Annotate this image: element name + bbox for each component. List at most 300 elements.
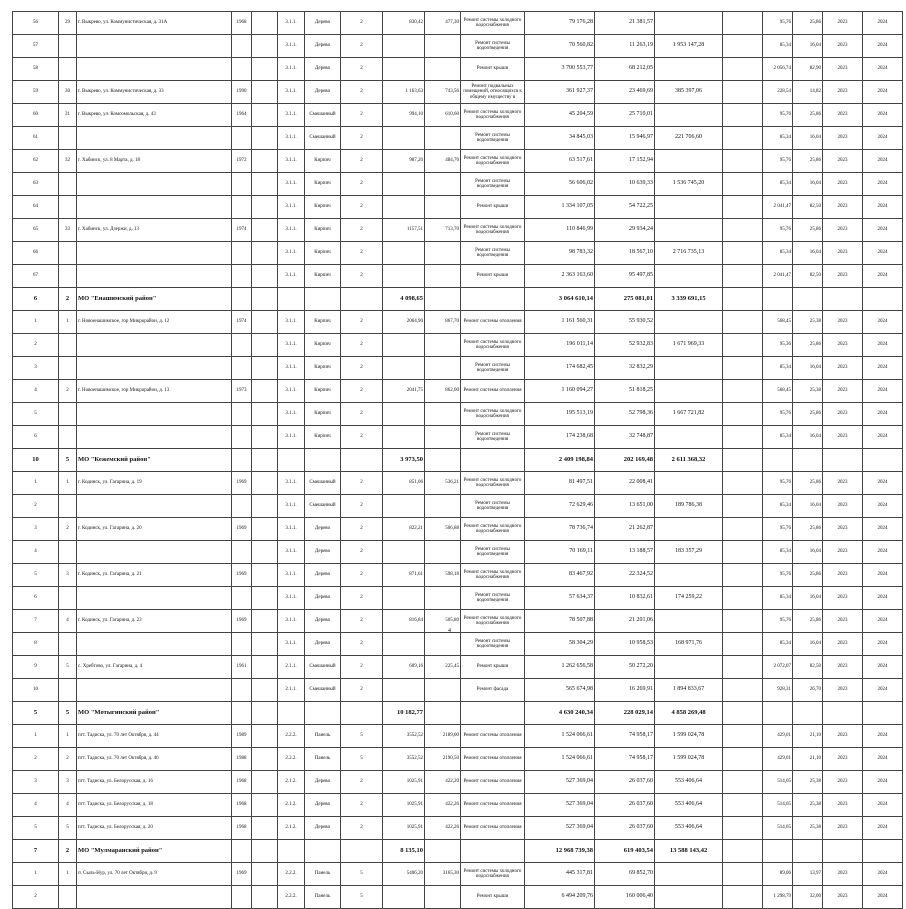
cell-wall-material: [305, 840, 341, 863]
cell-address: г. Кодинск, ул. Гагарина, д. 23: [77, 610, 232, 633]
table-row: [13, 196, 903, 219]
cell-unit-construction-control: 25,86: [793, 518, 823, 541]
cell-note: [723, 403, 763, 426]
cell-total-cost: [655, 863, 723, 886]
cell-cost-fund: 2 409 198,84: [525, 449, 595, 472]
cell-living-area: 867,70: [425, 311, 461, 334]
cell-cost-construction-control: 51 818,25: [595, 380, 655, 403]
cell-row-number: 6: [13, 426, 59, 449]
cell-total-cost: 553 406,64: [655, 817, 723, 840]
cell-start-year: 2023: [823, 219, 863, 242]
cell-unit-construction-control: 21,10: [793, 748, 823, 771]
cell-start-year: 2023: [823, 495, 863, 518]
cell-year-reconstructed: [252, 472, 278, 495]
cell-total-cost: 553 406,64: [655, 771, 723, 794]
table-row: [13, 357, 903, 380]
cell-unit-construction-control: 16,04: [793, 242, 823, 265]
cell-work-type: Ремонт системы водоотведения: [461, 357, 525, 380]
cell-total-area: [383, 679, 425, 702]
cell-row-number: 7: [13, 840, 59, 863]
cell-address: [77, 426, 232, 449]
cell-total-area: 830,42: [383, 12, 425, 35]
cell-total-cost: 1 599 024,78: [655, 725, 723, 748]
cell-address: пгт. Тадиска, ул. Белорусская, д. 20: [77, 817, 232, 840]
cell-end-year: 2024: [863, 219, 903, 242]
cell-row-number: 2: [13, 334, 59, 357]
cell-note: [723, 794, 763, 817]
cell-living-area: 743,56: [425, 81, 461, 104]
cell-unit-cost: [763, 702, 793, 725]
cell-cost-construction-control: 23 469,69: [595, 81, 655, 104]
cell-living-area: [425, 449, 461, 472]
cell-row-number: 2: [13, 886, 59, 909]
cell-total-cost: 1 671 969,33: [655, 334, 723, 357]
cell-unit-construction-control: 25,86: [793, 472, 823, 495]
cell-building-type: 3.1.1.: [278, 242, 305, 265]
cell-unit-construction-control: 25,38: [793, 794, 823, 817]
cell-living-area: [425, 35, 461, 58]
cell-living-area: [425, 196, 461, 219]
table-row: [13, 794, 903, 817]
cell-cost-construction-control: 26 037,60: [595, 771, 655, 794]
cell-building-type: 3.1.1.: [278, 472, 305, 495]
cell-house-number: 2: [59, 748, 77, 771]
cell-wall-material: Дерево: [305, 58, 341, 81]
cell-total-cost: [655, 564, 723, 587]
cell-year-reconstructed: [252, 81, 278, 104]
cell-end-year: 2024: [863, 748, 903, 771]
cell-unit-construction-control: 25,86: [793, 219, 823, 242]
cell-total-cost: [655, 656, 723, 679]
cell-start-year: 2023: [823, 127, 863, 150]
cell-work-type: Ремонт системы холодного водоснабжения: [461, 610, 525, 633]
cell-unit-construction-control: 16,04: [793, 587, 823, 610]
table-row: [13, 725, 903, 748]
cell-total-cost: [655, 150, 723, 173]
cell-total-cost: 1 536 745,20: [655, 173, 723, 196]
cell-unit-construction-control: [793, 449, 823, 472]
cell-year-reconstructed: [252, 771, 278, 794]
cell-house-number: [59, 587, 77, 610]
cell-end-year: 2024: [863, 725, 903, 748]
cell-cost-construction-control: 54 722,25: [595, 196, 655, 219]
cell-total-cost: 1 894 833,67: [655, 679, 723, 702]
cell-unit-construction-control: 14,82: [793, 81, 823, 104]
cell-living-area: [425, 242, 461, 265]
cell-start-year: 2023: [823, 863, 863, 886]
cell-address: пгт. Тадиска, ул. Белорусская, д. 18: [77, 794, 232, 817]
cell-wall-material: Дерево: [305, 518, 341, 541]
cell-wall-material: Дерево: [305, 564, 341, 587]
cell-work-type: Ремонт системы водоотведения: [461, 426, 525, 449]
district-summary-row: [13, 449, 903, 472]
cell-total-area: 1157,51: [383, 219, 425, 242]
cell-cost-construction-control: 32 748,87: [595, 426, 655, 449]
cell-unit-construction-control: 82,50: [793, 265, 823, 288]
cell-floors: 2: [341, 518, 383, 541]
cell-floors: 2: [341, 242, 383, 265]
cell-house-number: 5: [59, 449, 77, 472]
cell-row-number: 60: [13, 104, 59, 127]
cell-unit-cost: 429,01: [763, 725, 793, 748]
cell-floors: [341, 288, 383, 311]
cell-wall-material: Кирпич: [305, 357, 341, 380]
cell-cost-fund: 527 369,04: [525, 817, 595, 840]
cell-house-number: [59, 403, 77, 426]
cell-living-area: 598,18: [425, 564, 461, 587]
cell-year-reconstructed: [252, 587, 278, 610]
cell-building-type: 3.1.1.: [278, 357, 305, 380]
cell-unit-construction-control: 13,97: [793, 863, 823, 886]
cell-end-year: 2024: [863, 633, 903, 656]
cell-start-year: 2023: [823, 104, 863, 127]
cell-cost-fund: 1 161 560,31: [525, 311, 595, 334]
cell-work-type: Ремонт крыши: [461, 265, 525, 288]
cell-work-type: Ремонт крыши: [461, 656, 525, 679]
cell-work-type: Ремонт системы отопления: [461, 725, 525, 748]
cell-row-number: 3: [13, 357, 59, 380]
cell-end-year: 2024: [863, 817, 903, 840]
cell-building-type: 2.2.2.: [278, 748, 305, 771]
cell-start-year: [823, 449, 863, 472]
cell-address: [77, 886, 232, 909]
cell-living-area: [425, 587, 461, 610]
cell-building-type: 2.2.2.: [278, 863, 305, 886]
cell-year-built: 1968: [232, 12, 252, 35]
cell-total-cost: [655, 472, 723, 495]
cell-row-number: 6: [13, 587, 59, 610]
cell-house-number: [59, 173, 77, 196]
cell-year-reconstructed: [252, 127, 278, 150]
cell-house-number: 2: [59, 518, 77, 541]
cell-total-area: 2064,90: [383, 311, 425, 334]
cell-wall-material: Кирпич: [305, 403, 341, 426]
cell-row-number: 2: [13, 495, 59, 518]
cell-total-area: [383, 127, 425, 150]
cell-house-number: [59, 679, 77, 702]
cell-work-type: Ремонт системы холодного водоснабжения: [461, 564, 525, 587]
cell-year-built: [232, 127, 252, 150]
cell-total-area: [383, 403, 425, 426]
cell-unit-construction-control: 25,38: [793, 380, 823, 403]
cell-total-cost: 183 357,29: [655, 541, 723, 564]
cell-address: г. Хабинск, ул. 8 Марта, д. 18: [77, 150, 232, 173]
cell-year-built: [232, 196, 252, 219]
cell-unit-cost: 95,76: [763, 403, 793, 426]
cell-wall-material: Кирпич: [305, 173, 341, 196]
cell-floors: 2: [341, 587, 383, 610]
cell-wall-material: Панель: [305, 748, 341, 771]
cell-start-year: 2023: [823, 725, 863, 748]
cell-address: [77, 265, 232, 288]
cell-address: [77, 35, 232, 58]
cell-year-built: [232, 702, 252, 725]
cell-unit-construction-control: 16,04: [793, 495, 823, 518]
cell-unit-construction-control: 25,86: [793, 150, 823, 173]
cell-floors: 2: [341, 771, 383, 794]
cell-cost-construction-control: 13 188,57: [595, 541, 655, 564]
cell-cost-fund: 98 783,32: [525, 242, 595, 265]
cell-total-area: 8 135,10: [383, 840, 425, 863]
cell-unit-cost: [763, 449, 793, 472]
cell-cost-construction-control: 202 169,48: [595, 449, 655, 472]
cell-end-year: [863, 702, 903, 725]
cell-total-cost: 3 339 691,15: [655, 288, 723, 311]
cell-house-number: 30: [59, 81, 77, 104]
cell-year-built: [232, 449, 252, 472]
cell-year-built: 1968: [232, 817, 252, 840]
cell-address: пгт. Тадиска, ул. 70 лет Октября, д. 44: [77, 725, 232, 748]
cell-cost-fund: 3 064 610,14: [525, 288, 595, 311]
cell-unit-cost: 514,05: [763, 817, 793, 840]
cell-total-area: 1025,91: [383, 794, 425, 817]
cell-row-number: 10: [13, 449, 59, 472]
cell-note: [723, 426, 763, 449]
cell-address: с. Хребтово, ул. Гагарина, д. 4: [77, 656, 232, 679]
cell-building-type: 3.1.1.: [278, 518, 305, 541]
cell-house-number: [59, 426, 77, 449]
cell-cost-construction-control: 10 832,61: [595, 587, 655, 610]
cell-cost-construction-control: 50 272,20: [595, 656, 655, 679]
cell-wall-material: [305, 449, 341, 472]
cell-year-reconstructed: [252, 219, 278, 242]
cell-floors: 2: [341, 794, 383, 817]
cell-work-type: Ремонт системы холодного водоснабжения: [461, 863, 525, 886]
cell-floors: 2: [341, 12, 383, 35]
cell-year-reconstructed: [252, 564, 278, 587]
cell-end-year: 2024: [863, 495, 903, 518]
cell-building-type: 3.1.1.: [278, 564, 305, 587]
cell-unit-construction-control: [793, 840, 823, 863]
cell-start-year: 2023: [823, 58, 863, 81]
cell-building-type: 2.2.2.: [278, 725, 305, 748]
cell-wall-material: Дерево: [305, 81, 341, 104]
cell-wall-material: Панель: [305, 725, 341, 748]
cell-start-year: 2023: [823, 656, 863, 679]
cell-house-number: [59, 196, 77, 219]
cell-work-type: Ремонт системы водоотведения: [461, 633, 525, 656]
cell-unit-construction-control: 25,86: [793, 564, 823, 587]
cell-start-year: 2023: [823, 150, 863, 173]
cell-house-number: 5: [59, 702, 77, 725]
cell-note: [723, 12, 763, 35]
cell-start-year: 2023: [823, 265, 863, 288]
cell-total-area: 822,21: [383, 518, 425, 541]
cell-year-built: 1969: [232, 610, 252, 633]
cell-unit-cost: [763, 840, 793, 863]
cell-living-area: 536,21: [425, 472, 461, 495]
cell-start-year: 2023: [823, 886, 863, 909]
cell-year-built: 1972: [232, 150, 252, 173]
cell-end-year: 2024: [863, 541, 903, 564]
cell-building-type: 3.1.1.: [278, 81, 305, 104]
table-row: [13, 242, 903, 265]
cell-wall-material: Дерево: [305, 12, 341, 35]
cell-cost-construction-control: 10 639,33: [595, 173, 655, 196]
cell-note: [723, 587, 763, 610]
cell-note: [723, 104, 763, 127]
cell-note: [723, 35, 763, 58]
cell-note: [723, 449, 763, 472]
cell-cost-construction-control: 16 269,91: [595, 679, 655, 702]
cell-year-built: 1974: [232, 311, 252, 334]
cell-total-area: 609,16: [383, 656, 425, 679]
cell-total-area: [383, 495, 425, 518]
cell-start-year: 2023: [823, 380, 863, 403]
table-row: [13, 380, 903, 403]
cell-cost-construction-control: 68 212,05: [595, 58, 655, 81]
cell-start-year: 2023: [823, 771, 863, 794]
cell-work-type: Ремонт системы отопления: [461, 748, 525, 771]
cell-address: г. Кодинск, ул. Гагарина, д. 19: [77, 472, 232, 495]
cell-unit-construction-control: 82,90: [793, 58, 823, 81]
cell-house-number: 1: [59, 311, 77, 334]
cell-work-type: Ремонт крыши: [461, 886, 525, 909]
cell-year-reconstructed: [252, 334, 278, 357]
cell-wall-material: Дерево: [305, 541, 341, 564]
cell-total-area: [383, 886, 425, 909]
cell-year-built: 1961: [232, 656, 252, 679]
cell-address: [77, 334, 232, 357]
cell-building-type: 3.1.1.: [278, 426, 305, 449]
table-row: [13, 656, 903, 679]
cell-building-type: [278, 288, 305, 311]
cell-living-area: [425, 679, 461, 702]
cell-house-number: 33: [59, 219, 77, 242]
table-row: [13, 495, 903, 518]
cell-work-type: Ремонт крыши: [461, 58, 525, 81]
cell-total-cost: [655, 518, 723, 541]
cell-total-area: [383, 196, 425, 219]
cell-floors: 2: [341, 817, 383, 840]
cell-floors: 2: [341, 81, 383, 104]
table-row: [13, 12, 903, 35]
cell-unit-construction-control: 16,04: [793, 127, 823, 150]
district-summary-row: [13, 702, 903, 725]
cell-wall-material: Кирпич: [305, 219, 341, 242]
cell-wall-material: Кирпич: [305, 150, 341, 173]
cell-floors: 2: [341, 127, 383, 150]
cell-total-cost: 4 858 269,48: [655, 702, 723, 725]
cell-unit-construction-control: [793, 288, 823, 311]
cell-note: [723, 357, 763, 380]
register-table: [12, 11, 903, 909]
cell-wall-material: Кирпич: [305, 380, 341, 403]
cell-note: [723, 702, 763, 725]
cell-year-built: [232, 334, 252, 357]
cell-year-built: [232, 58, 252, 81]
cell-total-area: [383, 173, 425, 196]
cell-unit-cost: 95,76: [763, 150, 793, 173]
cell-floors: 2: [341, 656, 383, 679]
cell-house-number: 5: [59, 656, 77, 679]
cell-start-year: 2023: [823, 173, 863, 196]
cell-end-year: 2024: [863, 518, 903, 541]
cell-end-year: [863, 840, 903, 863]
cell-cost-fund: 4 630 240,34: [525, 702, 595, 725]
cell-work-type: Ремонт системы отопления: [461, 311, 525, 334]
cell-year-built: 1964: [232, 104, 252, 127]
cell-floors: [341, 702, 383, 725]
cell-unit-construction-control: 25,86: [793, 334, 823, 357]
cell-living-area: [425, 702, 461, 725]
cell-unit-construction-control: 82,50: [793, 196, 823, 219]
cell-house-number: 4: [59, 794, 77, 817]
cell-building-type: 3.1.1.: [278, 587, 305, 610]
cell-cost-fund: 70 169,11: [525, 541, 595, 564]
cell-work-type: [461, 288, 525, 311]
cell-year-built: [232, 587, 252, 610]
cell-row-number: 4: [13, 541, 59, 564]
table-row: [13, 127, 903, 150]
cell-row-number: 64: [13, 196, 59, 219]
cell-note: [723, 817, 763, 840]
cell-start-year: 2023: [823, 794, 863, 817]
cell-building-type: 3.1.1.: [278, 196, 305, 219]
cell-note: [723, 679, 763, 702]
cell-row-number: 4: [13, 380, 59, 403]
cell-cost-construction-control: 22 324,52: [595, 564, 655, 587]
cell-start-year: [823, 288, 863, 311]
cell-cost-construction-control: 160 006,40: [595, 886, 655, 909]
cell-start-year: 2023: [823, 679, 863, 702]
cell-row-number: 2: [13, 748, 59, 771]
cell-address: [77, 58, 232, 81]
cell-unit-cost: 95,76: [763, 104, 793, 127]
cell-wall-material: Смешанный: [305, 656, 341, 679]
cell-note: [723, 311, 763, 334]
cell-end-year: 2024: [863, 242, 903, 265]
cell-start-year: 2023: [823, 311, 863, 334]
cell-unit-construction-control: 26,70: [793, 679, 823, 702]
cell-cost-construction-control: 21 262,87: [595, 518, 655, 541]
cell-year-reconstructed: [252, 311, 278, 334]
cell-house-number: 2: [59, 380, 77, 403]
cell-cost-fund: 81 497,51: [525, 472, 595, 495]
cell-total-area: [383, 426, 425, 449]
cell-work-type: Ремонт системы отопления: [461, 380, 525, 403]
cell-cost-fund: 45 204,59: [525, 104, 595, 127]
cell-unit-cost: 95,76: [763, 518, 793, 541]
cell-floors: 2: [341, 104, 383, 127]
cell-year-reconstructed: [252, 794, 278, 817]
cell-living-area: 2189,00: [425, 725, 461, 748]
cell-total-area: 1025,91: [383, 771, 425, 794]
cell-unit-construction-control: 25,86: [793, 104, 823, 127]
cell-total-area: [383, 58, 425, 81]
cell-work-type: Ремонт системы холодного водоснабжения: [461, 472, 525, 495]
cell-floors: 2: [341, 58, 383, 81]
cell-work-type: [461, 702, 525, 725]
cell-unit-cost: 928,31: [763, 679, 793, 702]
cell-start-year: [823, 702, 863, 725]
cell-living-area: [425, 541, 461, 564]
cell-unit-cost: 89,06: [763, 863, 793, 886]
cell-start-year: 2023: [823, 196, 863, 219]
cell-year-built: [232, 265, 252, 288]
cell-row-number: 6: [13, 288, 59, 311]
cell-year-built: 1988: [232, 748, 252, 771]
cell-unit-construction-control: 25,38: [793, 311, 823, 334]
cell-cost-construction-control: 95 497,85: [595, 265, 655, 288]
cell-unit-cost: 1 298,79: [763, 886, 793, 909]
cell-unit-cost: 85,34: [763, 242, 793, 265]
cell-year-built: 1969: [232, 863, 252, 886]
cell-work-type: Ремонт фасада: [461, 679, 525, 702]
cell-cost-fund: 58 304,29: [525, 633, 595, 656]
cell-building-type: 3.1.1.: [278, 265, 305, 288]
cell-total-cost: [655, 380, 723, 403]
